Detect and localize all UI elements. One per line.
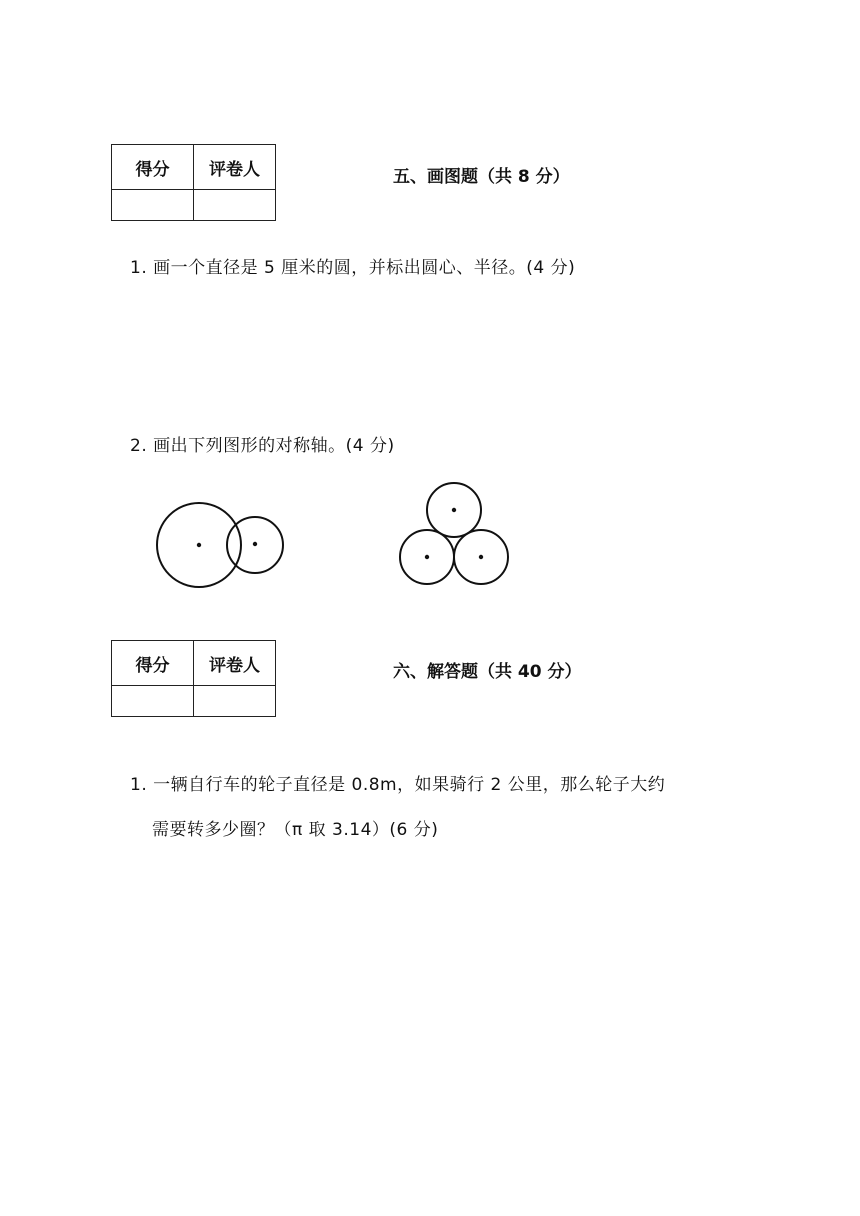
top-circle-center	[452, 508, 456, 512]
figure-two-circles	[150, 495, 290, 595]
score-cell	[112, 190, 194, 221]
grader-cell	[194, 686, 276, 717]
score-table-section6	[111, 640, 276, 717]
grader-cell	[194, 190, 276, 221]
section6-question1-line1: 1. 一辆自行车的轮子直径是 0.8m，如果骑行 2 公里，那么轮子大约	[130, 775, 666, 795]
score-cell	[112, 686, 194, 717]
section5-question1: 1. 画一个直径是 5 厘米的圆，并标出圆心、半径。(4 分)	[130, 258, 576, 278]
section5-title: 五、画图题（共 8 分）	[393, 167, 570, 187]
bottom-left-circle-center	[425, 555, 429, 559]
score-table-section5	[111, 144, 276, 221]
large-circle-center	[197, 543, 201, 547]
bottom-right-circle-center	[479, 555, 483, 559]
section6-title: 六、解答题（共 40 分）	[393, 662, 582, 682]
grader-header: 评卷人	[194, 641, 276, 686]
small-circle-center	[253, 542, 257, 546]
section6-question1-line2: 需要转多少圈？（π 取 3.14）(6 分)	[152, 820, 439, 840]
score-header: 得分	[112, 641, 194, 686]
grader-header: 评卷人	[194, 145, 276, 190]
section5-question2: 2. 画出下列图形的对称轴。(4 分)	[130, 436, 395, 456]
score-header: 得分	[112, 145, 194, 190]
figure-three-circles	[392, 475, 517, 595]
